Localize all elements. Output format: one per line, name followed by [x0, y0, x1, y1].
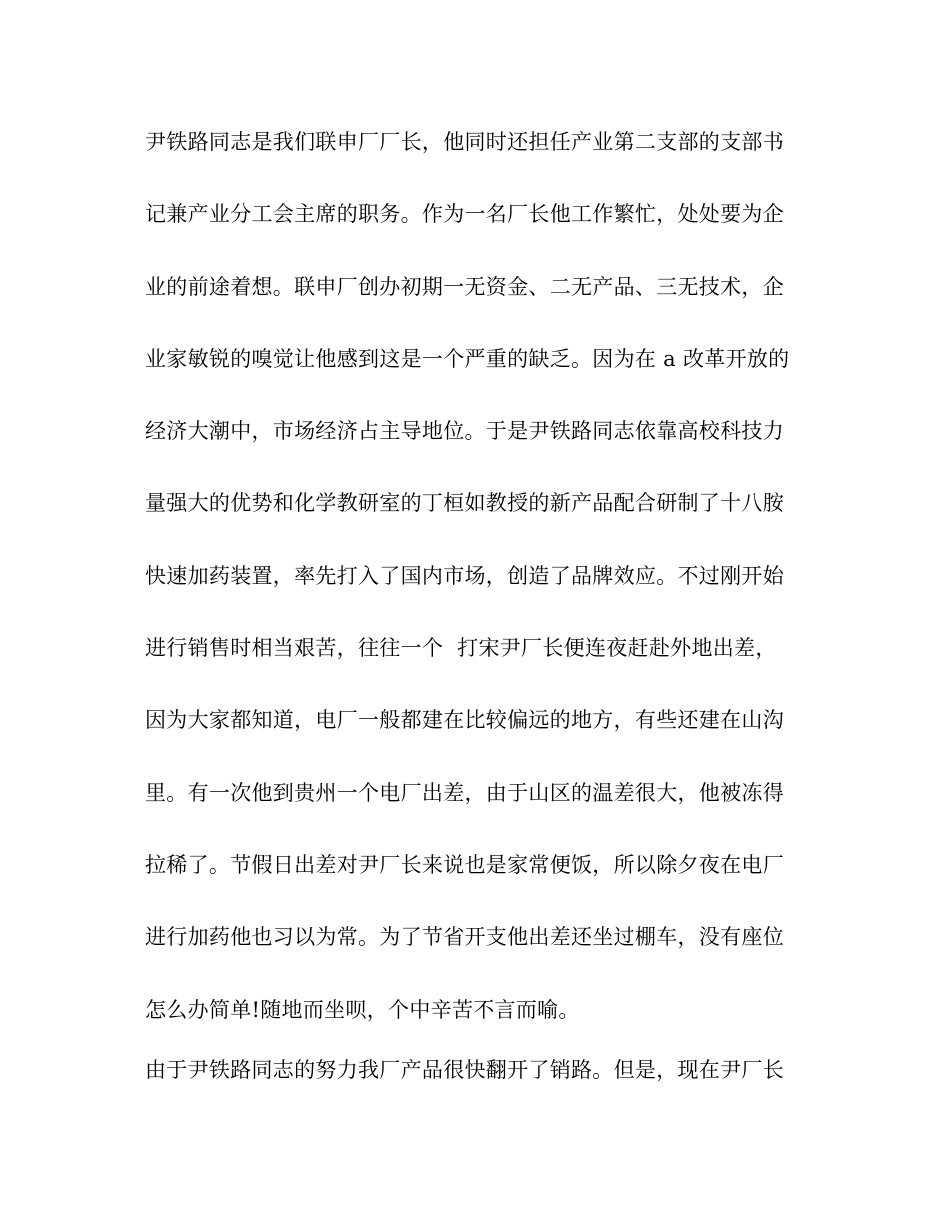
text-line-11: 拉稀了。节假日出差对尹厂长来说也是家常便饭，所以除夕夜在电厂 — [145, 852, 784, 877]
text-line-2: 记兼产业分工会主席的职务。作为一名厂长他工作繁忙，处处要为企 — [145, 202, 784, 227]
text-line-10: 里。有一次他到贵州一个电厂出差，由于山区的温差很大，他被冻得 — [145, 780, 784, 805]
text-line-6: 量强大的优势和化学教研室的丁桓如教授的新产品配合研制了十八胺 — [145, 491, 784, 516]
text-line-13: 怎么办简单!随地而坐呗，个中辛苦不言而喻。 — [145, 997, 580, 1022]
body-text — [145, 124, 805, 1124]
text-line-12: 进行加药他也习以为常。为了节省开支他出差还坐过棚车，没有座位 — [145, 925, 784, 950]
text-line-14: 由于尹铁路同志的努力我厂产品很快翻开了销路。但是，现在尹厂长 — [145, 1057, 784, 1082]
text-line-4: 业家敏锐的嗅觉让他感到这是一个严重的缺乏。因为在 a 改革开放的 — [145, 346, 790, 371]
text-line-5: 经济大潮中，市场经济占主导地位。于是尹铁路同志依靠高校科技力 — [145, 419, 784, 444]
text-line-1: 尹铁路同志是我们联申厂厂长，他同时还担任产业第二支部的支部书 — [145, 130, 784, 154]
text-line-7: 快速加药装置，率先打入了国内市场，创造了品牌效应。不过刚开始 — [145, 563, 784, 588]
text-line-9: 因为大家都知道，电厂一般都建在比较偏远的地方，有些还建在山沟 — [145, 708, 784, 733]
text-line-8: 进行销售时相当艰苦，往往一个 打宋尹厂长便连夜赶赴外地出差， — [145, 636, 777, 661]
text-line-3: 业的前途着想。联申厂创办初期一无资金、二无产品、三无技术，企 — [145, 274, 784, 299]
